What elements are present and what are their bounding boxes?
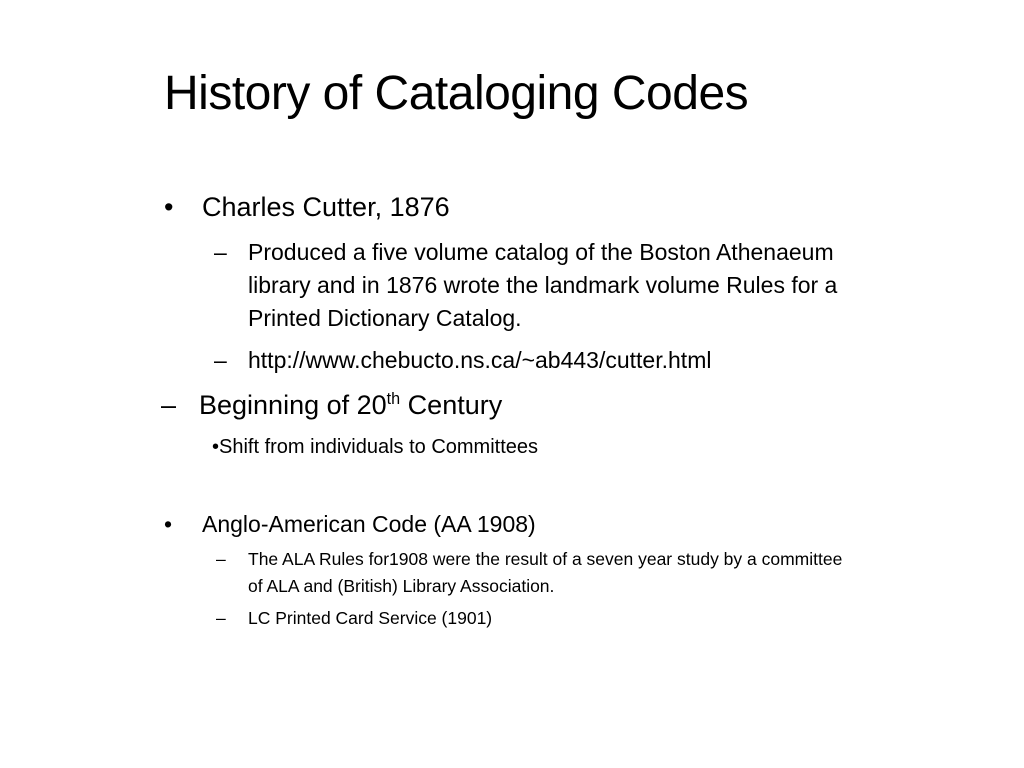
bullet-icon: •: [164, 192, 174, 222]
dash-icon: –: [216, 608, 226, 628]
dash-icon: –: [214, 239, 227, 265]
dash-icon: –: [216, 549, 226, 569]
ala-rules-line-1: The ALA Rules for1908 were the result of a seven year study by a committee: [248, 549, 843, 569]
cutter-description-line-3: Printed Dictionary Catalog.: [248, 305, 522, 331]
lc-printed-card-service: LC Printed Card Service (1901): [248, 608, 493, 628]
bullet-anglo-american-code: Anglo-American Code (AA 1908): [202, 511, 536, 537]
ala-rules-line-2: of ALA and (British) Library Association.: [248, 576, 555, 596]
cutter-description-line-1: Produced a five volume catalog of the Boston Athenaeum: [248, 239, 834, 265]
dash-icon: –: [214, 347, 227, 373]
cutter-url: http://www.chebucto.ns.ca/~ab443/cutter.html: [248, 347, 712, 373]
bullet-charles-cutter: Charles Cutter, 1876: [202, 192, 450, 222]
century-heading: Beginning of 20th Century: [199, 390, 503, 420]
dash-icon: –: [161, 390, 177, 420]
bullet-icon: •: [164, 511, 173, 537]
cutter-description-line-2: library and in 1876 wrote the landmark volume Rules for a: [248, 272, 838, 298]
slide-title: History of Cataloging Codes: [164, 67, 749, 120]
century-subpoint: •Shift from individuals to Committees: [212, 436, 539, 458]
